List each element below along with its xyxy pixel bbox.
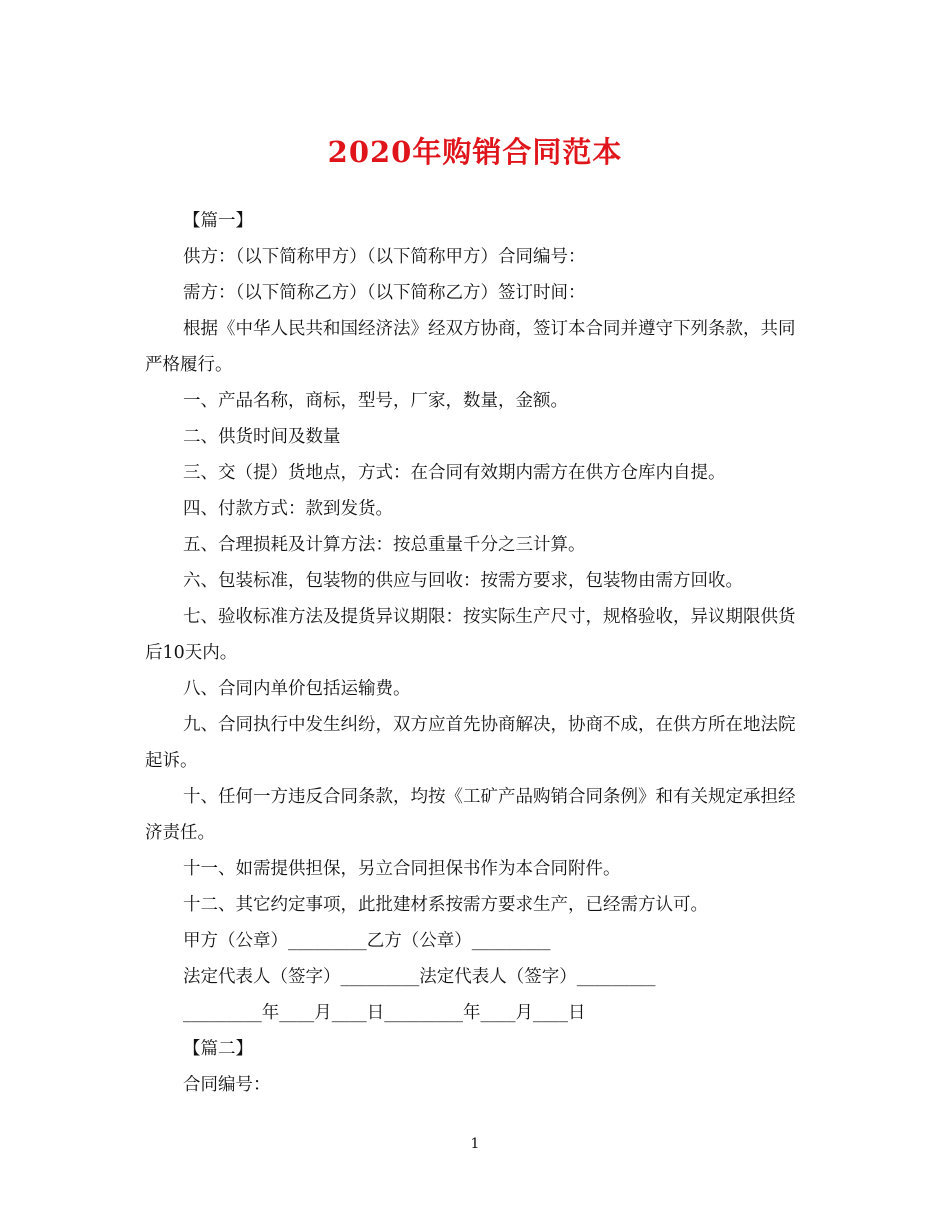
paragraph: 一、产品名称，商标，型号，厂家，数量，金额。 [183,391,568,411]
paragraph: 供方：（以下简称甲方）（以下简称甲方）合同编号： [183,247,586,267]
paragraph: 六、包装标准，包装物的供应与回收：按需方要求，包装物由需方回收。 [183,571,743,591]
paragraph: 需方：（以下简称乙方）（以下简称乙方）签订时间： [183,283,586,303]
paragraph: 八、合同内单价包括运输费。 [183,679,411,699]
date-line: _________年____月____日_________年____月____日 [183,1003,586,1023]
paragraph: 十一、如需提供担保，另立合同担保书作为本合同附件。 [183,859,621,879]
section-heading: 【篇一】 [183,211,253,231]
paragraph: 五、合理损耗及计算方法：按总重量千分之三计算。 [183,535,586,555]
signature-line: 甲方（公章）_________乙方（公章）_________ [183,931,551,951]
paragraph: 四、付款方式：款到发货。 [183,499,393,519]
section-heading: 【篇二】 [183,1039,253,1059]
paragraph: 十、任何一方违反合同条款，均按《工矿产品购销合同条例》和有关规定承担经济责任。 [145,787,796,843]
paragraph: 十二、其它约定事项，此批建材系按需方要求生产，已经需方认可。 [183,895,708,915]
signature-line: 法定代表人（签字）_________法定代表人（签字）_________ [183,967,656,987]
paragraph: 根据《中华人民共和国经济法》经双方协商，签订本合同并遵守下列条款，共同严格履行。 [145,319,796,375]
paragraph: 合同编号： [183,1075,271,1095]
document-body [145,203,805,1103]
paragraph: 二、供货时间及数量 [183,427,341,447]
paragraph: 九、合同执行中发生纠纷，双方应首先协商解决，协商不成，在供方所在地法院起诉。 [145,715,796,771]
paragraph: 七、验收标准方法及提货异议期限：按实际生产尺寸，规格验收，异议期限供货后10天内。 [145,607,796,663]
paragraph: 三、交（提）货地点，方式：在合同有效期内需方在供方仓库内自提。 [183,463,726,483]
page-number: 1 [470,1136,480,1152]
document-title: 2020年购销合同范本 [327,135,623,169]
